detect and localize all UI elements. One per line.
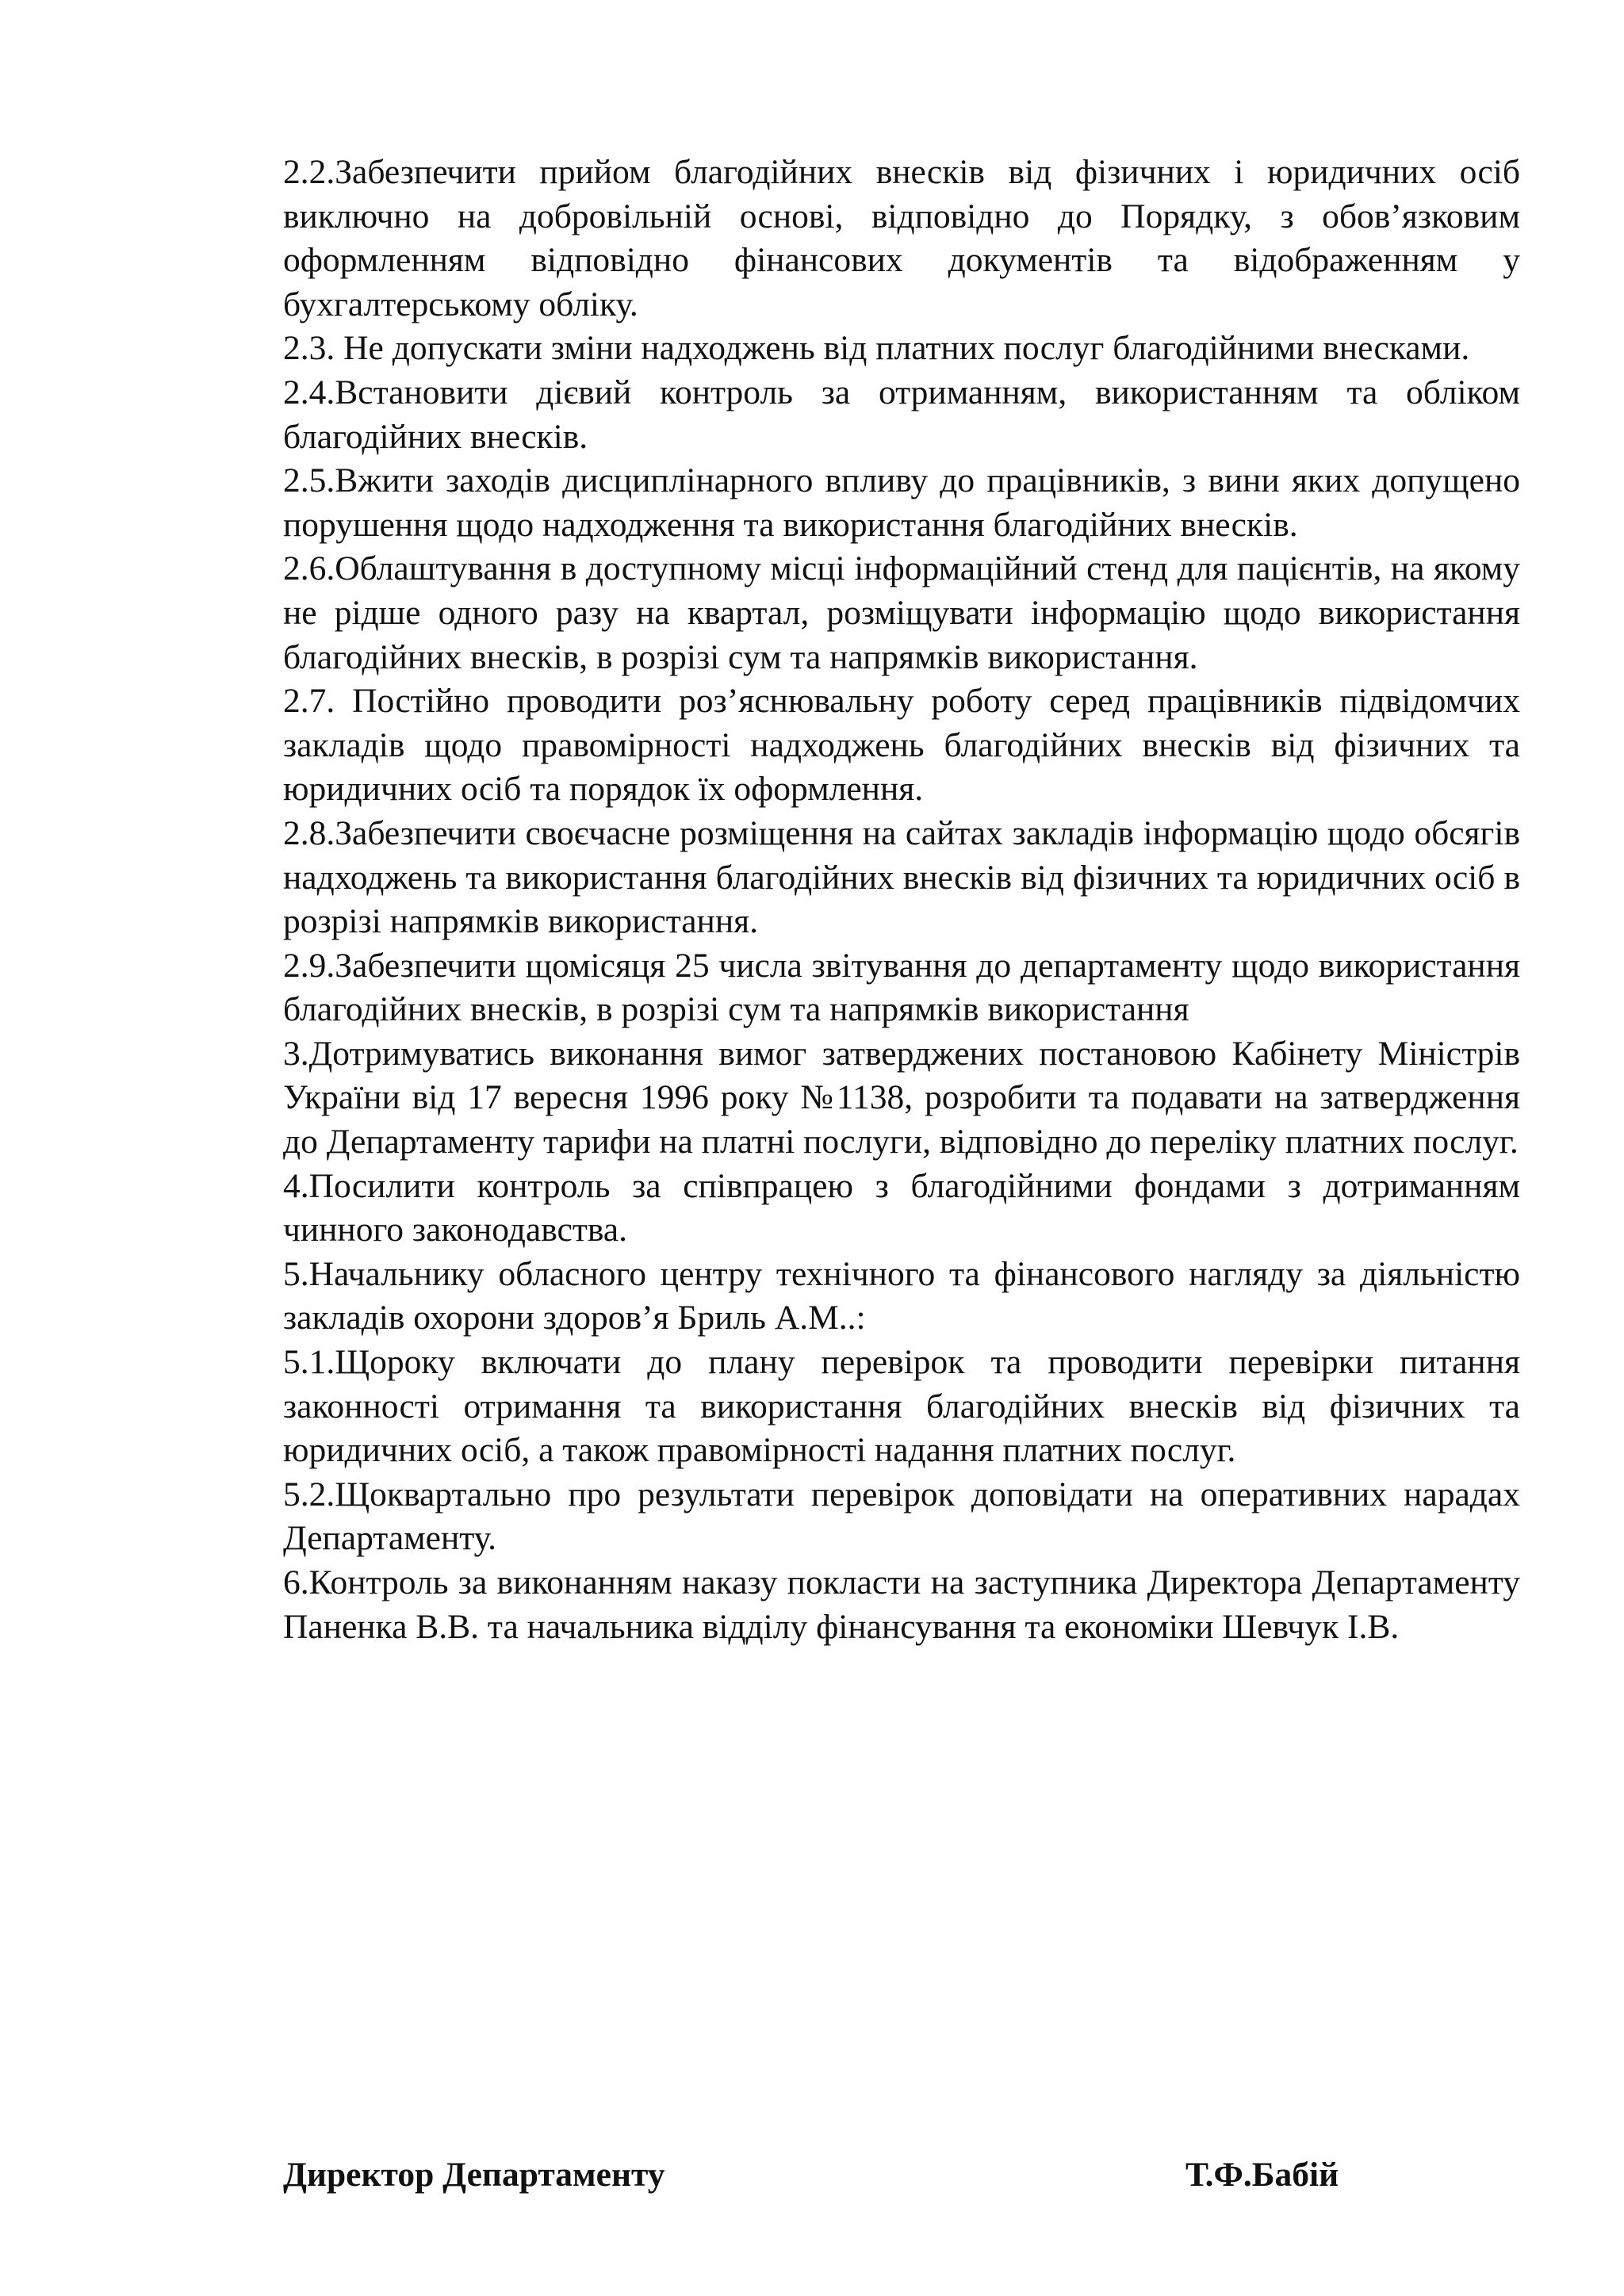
signatory-name: Т.Ф.Бабій	[1185, 2156, 1339, 2194]
paragraph-5: 5.Начальнику обласного центру технічного та фінансового нагляду за діяльністю закладів охорони здоров’я Бриль А.М..:	[283, 1254, 1520, 1337]
paragraph-5-2: 5.2.Щоквартально про результати перевірок доповідати на оперативних нарадах Департаменту.	[283, 1475, 1520, 1558]
paragraph-4: 4.Посилити контроль за співпрацею з благодійними фондами з дотриманням чинного законодавства.	[283, 1166, 1520, 1249]
paragraph-6: 6.Контроль за виконанням наказу покласти на заступника Директора Департаменту Паненка В.В. та начальника відділу фінансування та економіки Шевчук І.В.	[283, 1563, 1520, 1646]
paragraph-2-9: 2.9.Забезпечити щомісяця 25 числа звітування до департаменту щодо використання благодійних внесків, в розрізі сум та напрямків використання	[283, 946, 1520, 1029]
paragraph-2-3: 2.3. Не допускати зміни надходжень від платних послуг благодійними внесками.	[283, 329, 1470, 368]
paragraph-2-4: 2.4.Встановити дієвий контроль за отриманням, використанням та обліком благодійних внесків.	[283, 373, 1520, 456]
paragraph-2-7: 2.7. Постійно проводити роз’яснювальну роботу серед працівників підвідомчих закладів щодо правомірності надходжень благодійних внесків від фізичних та юридичних осіб та порядок їх оформлення.	[283, 682, 1520, 809]
document-body	[283, 151, 1520, 1649]
paragraph-2-6: 2.6.Облаштування в доступному місці інформаційний стенд для пацієнтів, на якому не рідше одного разу на квартал, розміщувати інформацію щодо використання благодійних внесків, в розрізі сум та напрямків використання.	[283, 549, 1520, 676]
paragraph-2-5: 2.5.Вжити заходів дисциплінарного впливу до працівників, з вини яких допущено порушення щодо надходження та використання благодійних внесків.	[283, 461, 1520, 544]
paragraph-3: 3.Дотримуватись виконання вимог затверджених постановою Кабінету Міністрів України від 17 вересня 1996 року №1138, розробити та подавати на затвердження до Департаменту тарифи на платні послуги, відповідно до переліку платних послуг.	[283, 1034, 1520, 1161]
paragraph-2-2: 2.2.Забезпечити прийом благодійних внесків від фізичних і юридичних осіб виключно на добровільній основі, відповідно до Порядку, з обов’язковим оформленням відповідно фінансових документів та відображенням у бухгалтерському обліку.	[283, 153, 1520, 323]
signatory-title: Директор Департаменту	[283, 2156, 665, 2194]
paragraph-5-1: 5.1.Щороку включати до плану перевірок та проводити перевірки питання законності отримання та використання благодійних внесків від фізичних та юридичних осіб, а також правомірності надання платних послуг.	[283, 1343, 1520, 1470]
paragraph-2-8: 2.8.Забезпечити своєчасне розміщення на сайтах закладів інформацію щодо обсягів надходжень та використання благодійних внесків від фізичних та юридичних осіб в розрізі напрямків використання.	[283, 813, 1520, 941]
